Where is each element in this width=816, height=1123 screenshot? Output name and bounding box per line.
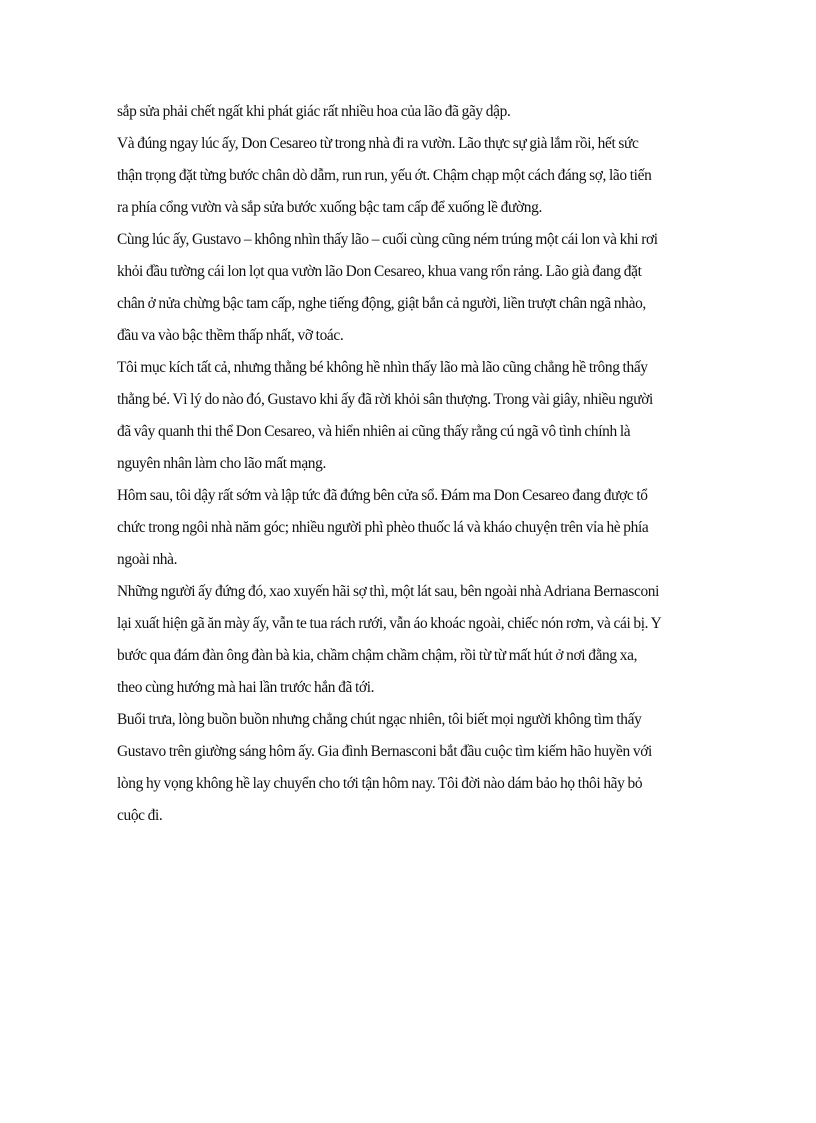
text-line: theo cùng hướng mà hai lần trước hắn đã tới. xyxy=(117,679,375,696)
text-line: Tôi mục kích tất cả, nhưng thằng bé không hề nhìn thấy lão mà lão cũng chẳng hề trông thấy xyxy=(117,359,648,376)
text-line: chức trong ngôi nhà năm góc; nhiều người phì phèo thuốc lá và kháo chuyện trên vỉa hè phía xyxy=(117,519,649,536)
text-line: đầu va vào bậc thềm thấp nhất, vỡ toác. xyxy=(117,327,344,344)
text-line: chân ở nửa chừng bậc tam cấp, nghe tiếng động, giật bắn cả người, liền trượt chân ngã nhào, xyxy=(117,295,646,312)
text-line: Những người ấy đứng đó, xao xuyến hãi sợ thì, một lát sau, bên ngoài nhà Adriana Bernasconi xyxy=(117,583,660,600)
text-line: Gustavo trên giường sáng hôm ấy. Gia đình Bernasconi bắt đầu cuộc tìm kiếm hão huyền với xyxy=(117,743,652,760)
text-line: bước qua đám đàn ông đàn bà kia, chầm chậm chầm chậm, rồi từ từ mất hút ở nơi đằng xa, xyxy=(117,647,638,664)
document-page xyxy=(117,96,713,832)
text-line: đã vây quanh thi thể Don Cesareo, và hiển nhiên ai cũng thấy rằng cú ngã vô tình chính là xyxy=(117,423,631,440)
text-line: Và đúng ngay lúc ấy, Don Cesareo từ trong nhà đi ra vườn. Lão thực sự già lắm rồi, hết sức xyxy=(117,135,639,152)
text-line: sắp sửa phải chết ngất khi phát giác rất nhiều hoa của lão đã gãy dập. xyxy=(117,103,511,120)
text-line: thận trọng đặt từng bước chân dò dẫm, run run, yếu ớt. Chậm chạp một cách đáng sợ, lão tiến xyxy=(117,167,652,184)
text-line: thằng bé. Vì lý do nào đó, Gustavo khi ấy đã rời khỏi sân thượng. Trong vài giây, nhiều người xyxy=(117,391,653,408)
text-line: ngoài nhà. xyxy=(117,551,178,568)
text-line: khỏi đầu tường cái lon lọt qua vườn lão Don Cesareo, khua vang rổn rảng. Lão già đang đặt xyxy=(117,263,642,280)
text-line: lòng hy vọng không hề lay chuyển cho tới tận hôm nay. Tôi đời nào dám bảo họ thôi hãy bỏ xyxy=(117,775,643,792)
text-line: cuộc đi. xyxy=(117,807,163,824)
text-line: Hôm sau, tôi dậy rất sớm và lập tức đã đứng bên cửa sổ. Đám ma Don Cesareo đang được tổ xyxy=(117,487,648,504)
text-line: Buổi trưa, lòng buồn buồn nhưng chẳng chút ngạc nhiên, tôi biết mọi người không tìm thấy xyxy=(117,711,642,728)
text-line: lại xuất hiện gã ăn mày ấy, vẫn te tua rách rưới, vẫn áo khoác ngoài, chiếc nón rơm, và cái bị. Y xyxy=(117,615,662,632)
text-line: Cùng lúc ấy, Gustavo – không nhìn thấy lão – cuối cùng cũng ném trúng một cái lon và khi rơi xyxy=(117,231,658,248)
text-line: nguyên nhân làm cho lão mất mạng. xyxy=(117,455,326,472)
text-line: ra phía cổng vườn và sắp sửa bước xuống bậc tam cấp để xuống lề đường. xyxy=(117,199,542,216)
